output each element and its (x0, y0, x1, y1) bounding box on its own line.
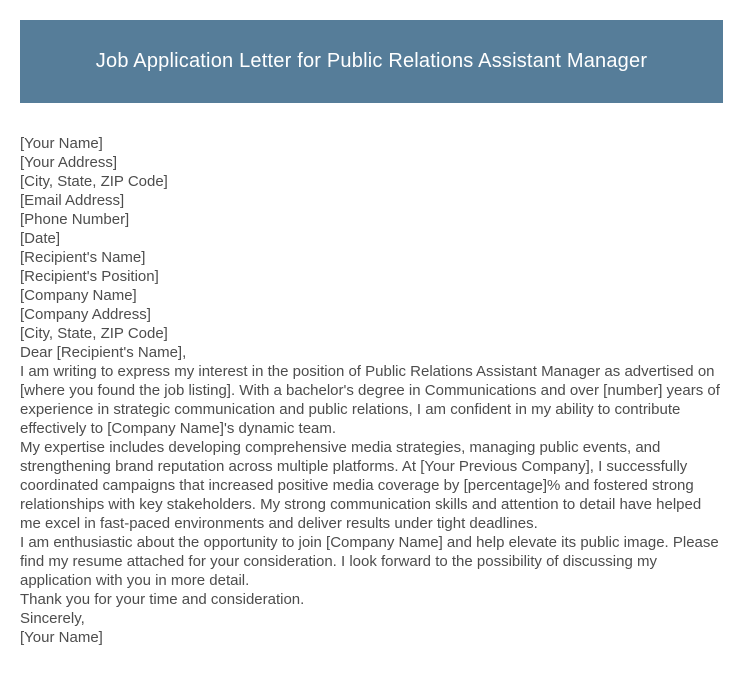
closing-line: Sincerely, (20, 610, 85, 627)
recipient-name-line: [Recipient's Name] (20, 249, 146, 266)
salutation-line: Dear [Recipient's Name], (20, 344, 187, 361)
letter-paragraph-enthusiasm: I am enthusiastic about the opportunity to join [Company Name] and help elevate its public image. Please find my resume attached for your consideration. I look forward to the possibility of discussing my application with you in more detail. (20, 534, 719, 589)
sender-phone-line: [Phone Number] (20, 211, 130, 228)
page-title: Job Application Letter for Public Relations Assistant Manager (95, 50, 648, 72)
sender-address-line: [Your Address] (20, 154, 118, 171)
sender-email-line: [Email Address] (20, 192, 125, 209)
sender-city-line: [City, State, ZIP Code] (20, 173, 168, 190)
letter-body (20, 134, 720, 647)
signature-line: [Your Name] (20, 629, 103, 646)
date-line: [Date] (20, 230, 61, 247)
company-city-line: [City, State, ZIP Code] (20, 325, 168, 342)
sender-name-line: [Your Name] (20, 135, 103, 152)
letter-paragraph-expertise: My expertise includes developing comprehensive media strategies, managing public events, and strengthening brand reputation across multiple platforms. At [Your Previous Company], I successfully coordinated campaigns that increased positive media coverage by [percentage]% and fostered strong relationships with key stakeholders. My strong communication skills and attention to detail have helped me excel in fast-paced environments and deliver results under tight deadlines. (20, 439, 702, 532)
title-banner (20, 20, 723, 103)
company-name-line: [Company Name] (20, 287, 137, 304)
letter-paragraph-intro: I am writing to express my interest in the position of Public Relations Assistant Manager as advertised on [where you found the job listing]. With a bachelor's degree in Communications and over [number] years of experience in strategic communication and public relations, I am confident in my ability to contribute effectively to [Company Name]'s dynamic team. (20, 363, 720, 437)
letter-paragraph-thanks: Thank you for your time and consideration. (20, 591, 305, 608)
company-address-line: [Company Address] (20, 306, 151, 323)
recipient-position-line: [Recipient's Position] (20, 268, 159, 285)
